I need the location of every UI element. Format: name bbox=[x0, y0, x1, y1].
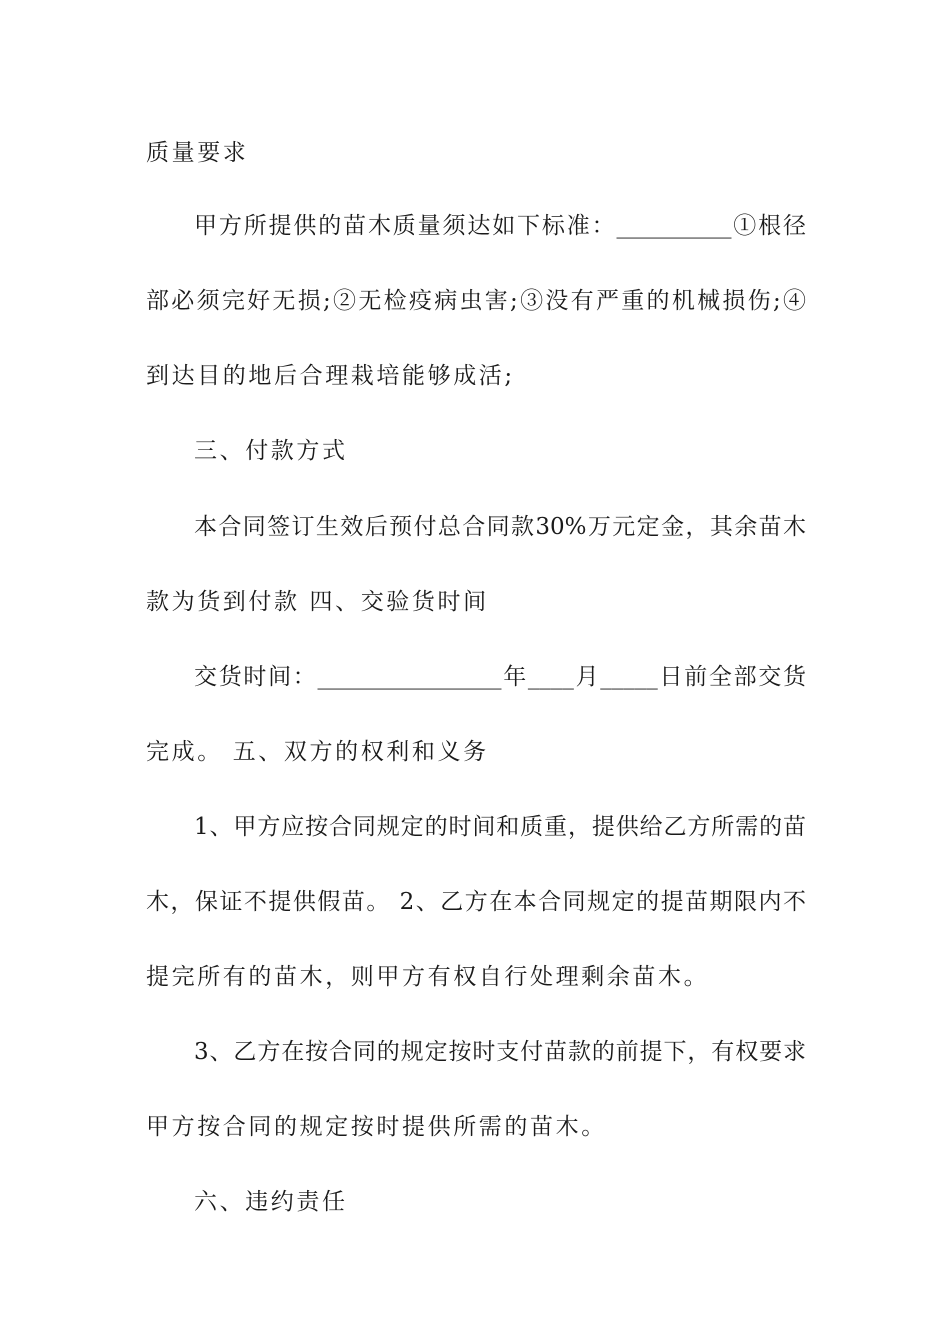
paragraph-line: 木，保证不提供假苗。 2、乙方在本合同规定的提苗期限内不 bbox=[146, 889, 806, 915]
paragraph-line: 提完所有的苗木，则甲方有权自行处理剩余苗木。 bbox=[146, 964, 710, 990]
section-heading-liability: 六、违约责任 bbox=[194, 1189, 348, 1215]
section-heading-payment: 三、付款方式 bbox=[194, 438, 348, 464]
paragraph-line: 甲方按合同的规定按时提供所需的苗木。 bbox=[146, 1114, 607, 1140]
paragraph-line: 甲方所提供的苗木质量须达如下标准：__________①根径 bbox=[194, 213, 806, 239]
section-heading-quality: 质量要求 bbox=[146, 140, 249, 166]
paragraph-line: 交货时间：________________年____月_____日前全部交货 bbox=[194, 664, 806, 690]
paragraph-line: 1、甲方应按合同规定的时间和质重，提供给乙方所需的苗 bbox=[194, 814, 806, 840]
paragraph-line: 到达目的地后合理栽培能够成活; bbox=[146, 363, 515, 389]
paragraph-line: 完成。 五、双方的权利和义务 bbox=[146, 739, 489, 765]
paragraph-line: 3、乙方在按合同的规定按时支付苗款的前提下，有权要求 bbox=[194, 1039, 806, 1065]
paragraph-line: 款为货到付款 四、交验货时间 bbox=[146, 589, 489, 615]
paragraph-line: 本合同签订生效后预付总合同款30%万元定金，其余苗木 bbox=[194, 514, 806, 540]
paragraph-line: 部必须完好无损;②无检疫病虫害;③没有严重的机械损伤;④ bbox=[146, 288, 806, 314]
